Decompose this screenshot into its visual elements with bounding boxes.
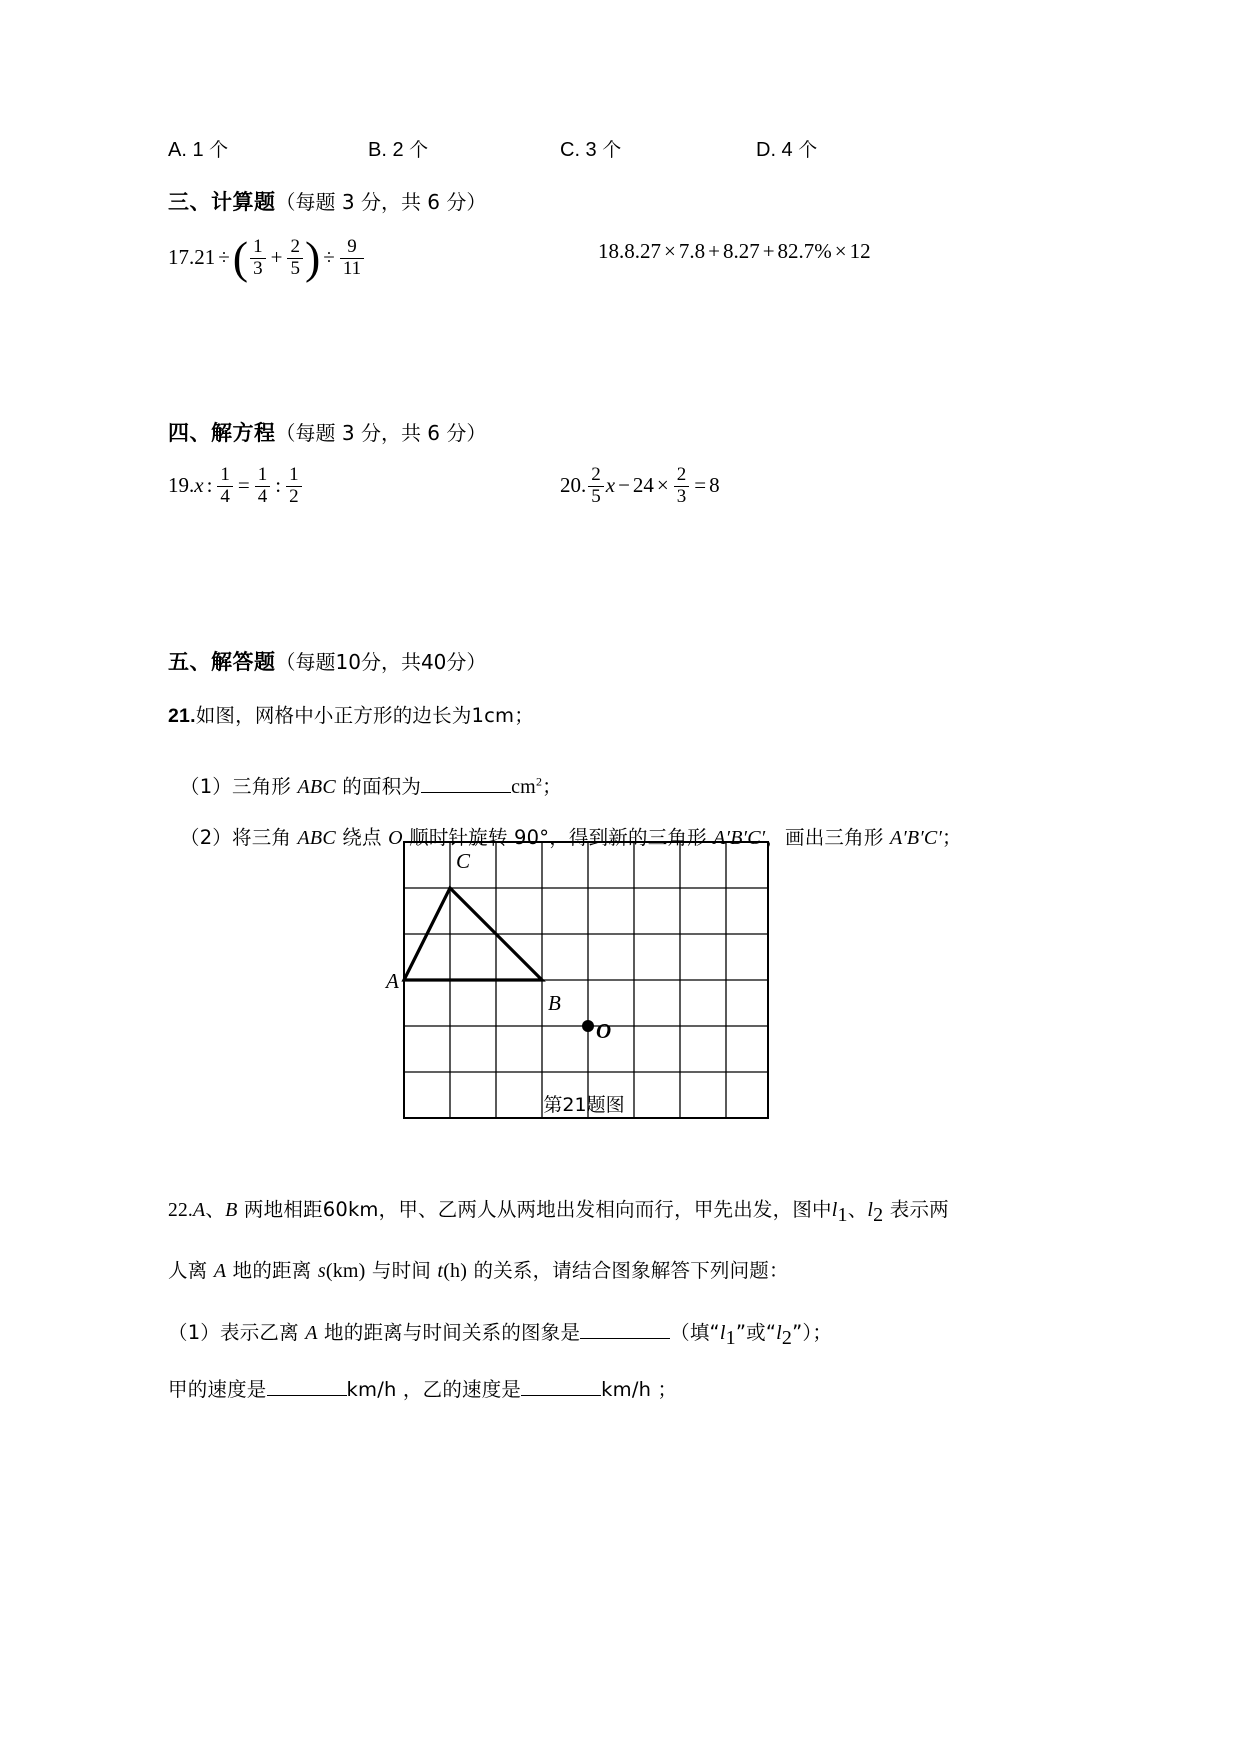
fraction-one-half: $\frac{1}{2}$	[286, 465, 302, 507]
fraction-one-fourth-a: $\frac{1}{4}$	[217, 465, 233, 507]
problem-19: 19.x : $\frac{1}{4}$ = $\frac{1}{4}$ : $\frac{1}{2}$	[168, 466, 304, 508]
problem-21-part-2: （2）将三角 ABC 绕点 O 顺时针旋转 90°，得到新的三角形 A′B′C′，画出三角形 A′B′C′；	[180, 826, 962, 849]
section-five-points: （每题10分，共40分）	[275, 650, 487, 674]
fraction-nine-elevenths: $\frac{9}{11}$	[340, 237, 364, 279]
problem-19-number: 19.	[168, 472, 195, 497]
fraction-two-fifths-b: $\frac{2}{5}$	[588, 465, 604, 507]
fraction-two-thirds: $\frac{2}{3}$	[674, 465, 690, 507]
choice-b: B. 2 个	[368, 139, 429, 161]
problem-21-stem-text: 如图，网格中小正方形的边长为1cm；	[195, 704, 534, 727]
answer-blank-speed-yi[interactable]	[521, 1380, 601, 1396]
left-paren: (	[232, 232, 249, 284]
answer-blank-speed-jia[interactable]	[267, 1380, 347, 1396]
problem-18-number: 18.	[598, 239, 625, 263]
problem-21-stem	[168, 700, 534, 728]
problem-22-line-3: （1）表示乙离 A 地的距离与时间关系的图象是 （填“l1”或“l2”）；	[168, 1321, 833, 1349]
section-five-title: 五、解答题	[168, 650, 276, 674]
section-three-title: 三、计算题	[168, 190, 276, 214]
section-three-points: （每题 3 分，共 6 分）	[275, 190, 487, 214]
section-four-points: （每题 3 分，共 6 分）	[275, 421, 487, 445]
grid-diagram	[386, 838, 772, 1124]
problem-20: 20. $\frac{2}{5}$ x − 24 × $\frac{2}{3}$ = 8	[560, 464, 720, 507]
answer-blank-graph-choice[interactable]	[580, 1323, 670, 1339]
problem-21-figure	[386, 838, 772, 1129]
section-header-five	[168, 646, 486, 676]
fraction-two-fifths: $\frac{2}{5}$	[287, 237, 303, 279]
label-b: B	[548, 991, 561, 1015]
problem-21-part-1: （1）三角形 ABC 的面积为 $cm^2$；	[180, 774, 562, 798]
problem-20-number: 20.	[560, 472, 587, 497]
section-header-four	[168, 417, 486, 447]
problem-22-line-2: 人离 A 地的距离 s(km) 与时间 t(h) 的关系，请结合图象解答下列问题：	[168, 1259, 789, 1282]
rotation-center-point-o	[582, 1020, 594, 1032]
problem-18: 18.8.27 × 7.8 + 8.27 + 82.7% × 12	[598, 239, 871, 263]
answer-blank-area[interactable]	[421, 777, 511, 793]
choice-a: A. 1 个	[168, 139, 229, 161]
point-o-label: O	[388, 827, 403, 849]
section-header-three	[168, 186, 486, 216]
problem-22-line-4: 甲的速度是 km/h ，乙的速度是 km/h ；	[168, 1378, 678, 1401]
fraction-one-third: $\frac{1}{3}$	[250, 237, 266, 279]
label-c: C	[456, 849, 471, 873]
problem-17: 17.21 ÷( $\frac{1}{3}$ + $\frac{2}{5}$ ) ÷ $\frac{9}{11}$	[168, 238, 366, 280]
label-o: O	[596, 1019, 612, 1043]
problem-22-number: 22.	[168, 1200, 193, 1221]
section-four-title: 四、解方程	[168, 421, 276, 445]
choice-d: D. 4 个	[756, 139, 818, 161]
problem-21-number: 21.	[168, 705, 196, 727]
problem-17-number: 17.	[168, 244, 195, 269]
label-a: A	[386, 969, 399, 993]
triangle-abc-label: ABC	[297, 776, 336, 798]
right-paren: )	[304, 232, 321, 284]
multiple-choice-row	[168, 135, 1068, 169]
choice-c: C. 3 个	[560, 139, 622, 161]
problem-22-line-1: 22.A、B 两地相距60km，甲、乙两人从两地出发相向而行，甲先出发，图中l1、l2 表示两	[168, 1198, 949, 1226]
problem-21-figure-caption: 第21题图	[543, 1094, 625, 1116]
fraction-one-fourth-b: $\frac{1}{4}$	[255, 465, 271, 507]
